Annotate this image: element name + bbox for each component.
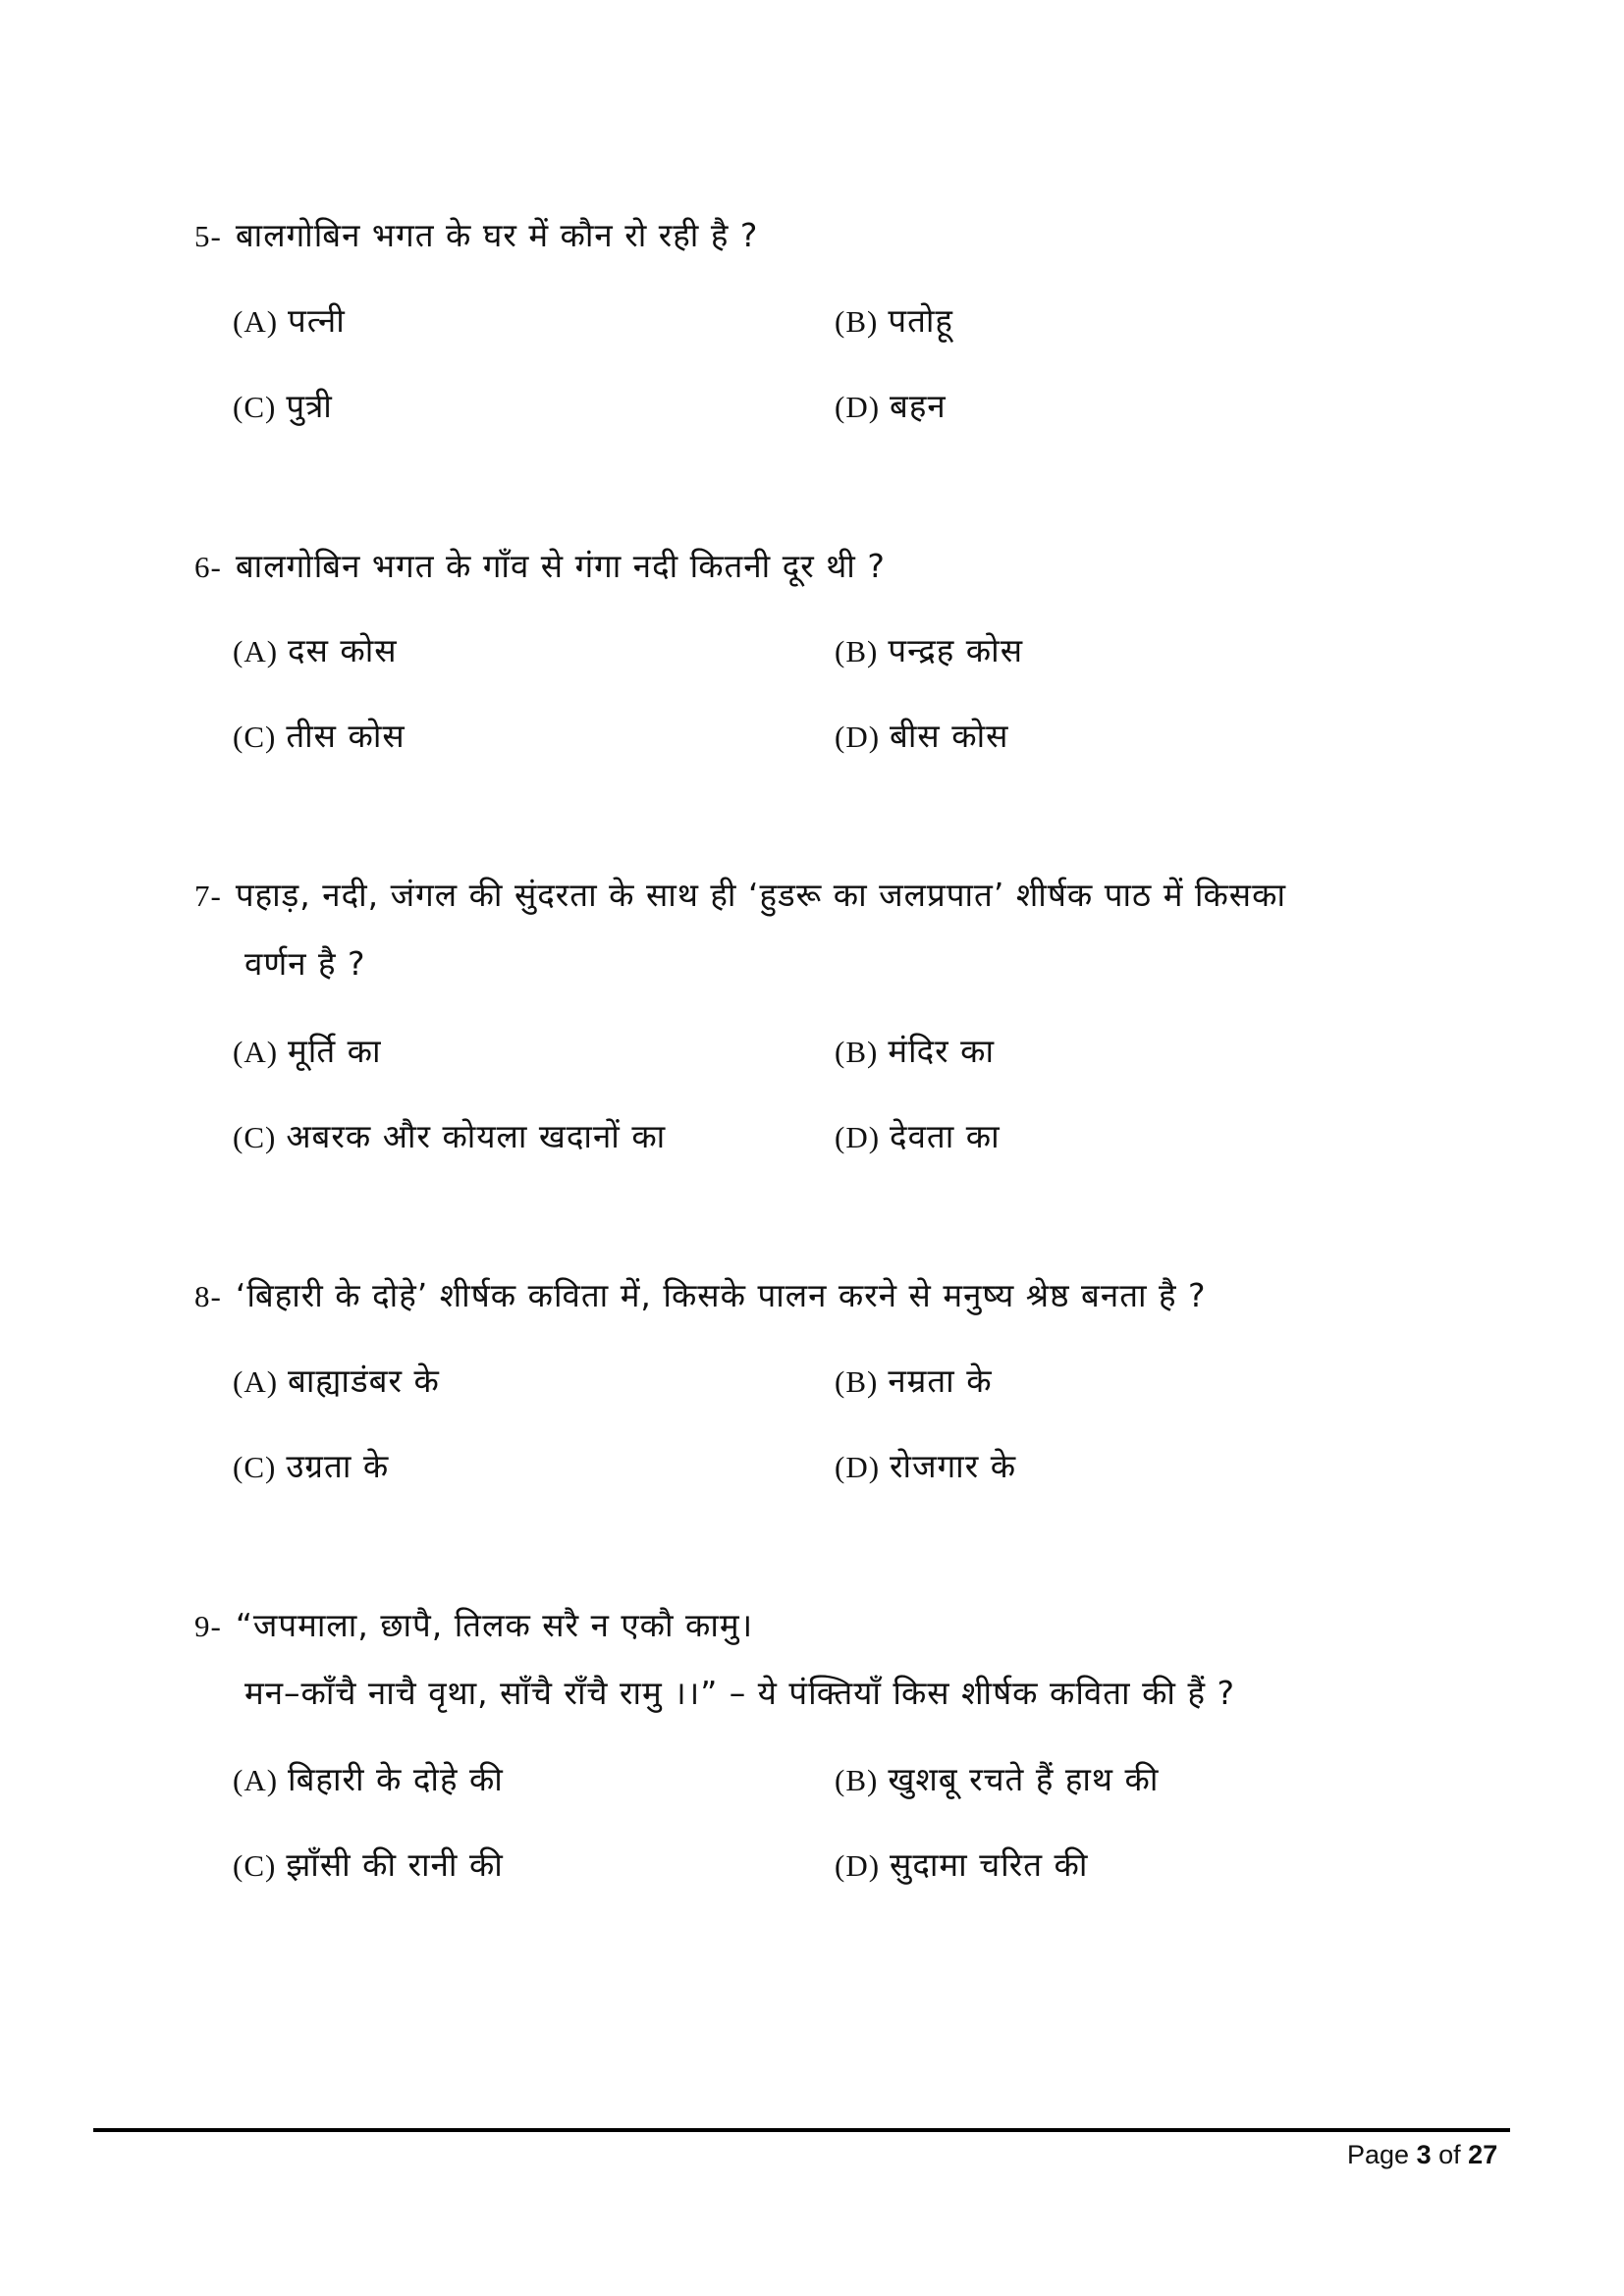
option-label: (B) xyxy=(835,1763,879,1797)
option-a xyxy=(233,629,398,673)
option-text: सुदामा चरित की xyxy=(890,1845,1089,1884)
question-text: बालगोबिन भगत के घर में कौन रो रही है ? xyxy=(235,216,759,254)
option-text: बीस कोस xyxy=(890,717,1009,755)
option-a xyxy=(233,299,346,344)
option-label: (A) xyxy=(233,634,279,668)
question-number: 8- xyxy=(194,1279,222,1313)
option-d xyxy=(835,715,1008,759)
question-text: ‘बिहारी के दोहे’ शीर्षक कविता में, किसके पालन करने से मनुष्य श्रेष्ठ बनता है ? xyxy=(235,1276,1207,1314)
option-label: (B) xyxy=(835,304,879,339)
footer-divider xyxy=(93,2128,1510,2132)
option-label: (A) xyxy=(233,1035,279,1069)
question-9-line: मन–काँचै नाचै वृथा, साँचै राँचै रामु ।।” – ये पंक्तियाँ किस शीर्षक कविता की हैं ? xyxy=(244,1674,1235,1712)
option-text: रोजगार के xyxy=(890,1447,1017,1485)
current-page: 3 xyxy=(1416,2140,1432,2169)
option-text: पत्नी xyxy=(288,301,346,340)
question-7-line: वर्णन है ? xyxy=(244,944,366,983)
option-text: खुशबू रचते हैं हाथ की xyxy=(888,1760,1160,1798)
question-text: बालगोबिन भगत के गाँव से गंगा नदी कितनी दूर थी ? xyxy=(235,547,886,585)
option-b xyxy=(835,1030,995,1074)
option-label: (C) xyxy=(233,1450,277,1484)
question-7-line xyxy=(194,874,1286,918)
option-c xyxy=(233,385,333,429)
option-text: मंदिर का xyxy=(888,1032,996,1070)
option-label: (D) xyxy=(835,390,881,424)
option-c xyxy=(233,1843,504,1888)
option-d xyxy=(835,1445,1016,1489)
option-label: (B) xyxy=(835,1035,879,1069)
option-text: मूर्ति का xyxy=(288,1032,382,1070)
option-a xyxy=(233,1360,440,1404)
option-a xyxy=(233,1758,504,1802)
option-text: पन्द्रह कोस xyxy=(888,631,1024,669)
question-number: 5- xyxy=(194,219,222,253)
option-c xyxy=(233,715,406,759)
option-b xyxy=(835,1758,1159,1802)
option-text: दस कोस xyxy=(288,631,398,669)
option-text: तीस कोस xyxy=(286,717,406,755)
of-word: of xyxy=(1438,2140,1461,2169)
option-text: पतोहू xyxy=(888,301,953,340)
option-label: (C) xyxy=(233,720,277,754)
option-text: झाँसी की रानी की xyxy=(286,1845,504,1884)
option-label: (A) xyxy=(233,1763,279,1797)
option-c xyxy=(233,1445,389,1489)
option-d xyxy=(835,1115,1001,1159)
question-number: 6- xyxy=(194,550,222,584)
option-text: बाह्याडंबर के xyxy=(288,1362,440,1400)
option-a xyxy=(233,1030,382,1074)
option-label: (D) xyxy=(835,720,881,754)
question-number: 9- xyxy=(194,1609,222,1643)
option-text: नम्रता के xyxy=(888,1362,993,1400)
option-label: (D) xyxy=(835,1120,881,1154)
option-label: (D) xyxy=(835,1848,881,1883)
option-text: उग्रता के xyxy=(286,1447,390,1485)
question-6-line xyxy=(194,545,886,589)
option-c xyxy=(233,1115,666,1159)
question-text: पहाड़, नदी, जंगल की सुंदरता के साथ ही ‘हुडरू का जलप्रपात’ शीर्षक पाठ में किसका xyxy=(235,876,1287,914)
option-text: अबरक और कोयला खदानों का xyxy=(286,1117,667,1155)
option-label: (B) xyxy=(835,1364,879,1399)
option-label: (C) xyxy=(233,1120,277,1154)
option-d xyxy=(835,385,947,429)
question-9-line xyxy=(194,1604,753,1648)
total-pages: 27 xyxy=(1468,2140,1498,2169)
option-label: (C) xyxy=(233,1848,277,1883)
question-text: “जपमाला, छापै, तिलक सरै न एकौ कामु। xyxy=(235,1606,754,1644)
option-b xyxy=(835,299,953,344)
page-word: Page xyxy=(1347,2140,1410,2169)
option-text: पुत्री xyxy=(286,387,333,425)
option-label: (D) xyxy=(835,1450,881,1484)
option-text: बहन xyxy=(890,387,947,425)
option-label: (A) xyxy=(233,1364,279,1399)
page-number xyxy=(1347,2140,1497,2170)
option-label: (C) xyxy=(233,390,277,424)
question-8-line xyxy=(194,1274,1207,1318)
option-text: देवता का xyxy=(890,1117,1001,1155)
option-b xyxy=(835,629,1023,673)
option-label: (B) xyxy=(835,634,879,668)
option-d xyxy=(835,1843,1088,1888)
option-text: बिहारी के दोहे की xyxy=(288,1760,504,1798)
option-label: (A) xyxy=(233,304,279,339)
option-b xyxy=(835,1360,993,1404)
question-number: 7- xyxy=(194,879,222,913)
question-5-line xyxy=(194,214,758,258)
